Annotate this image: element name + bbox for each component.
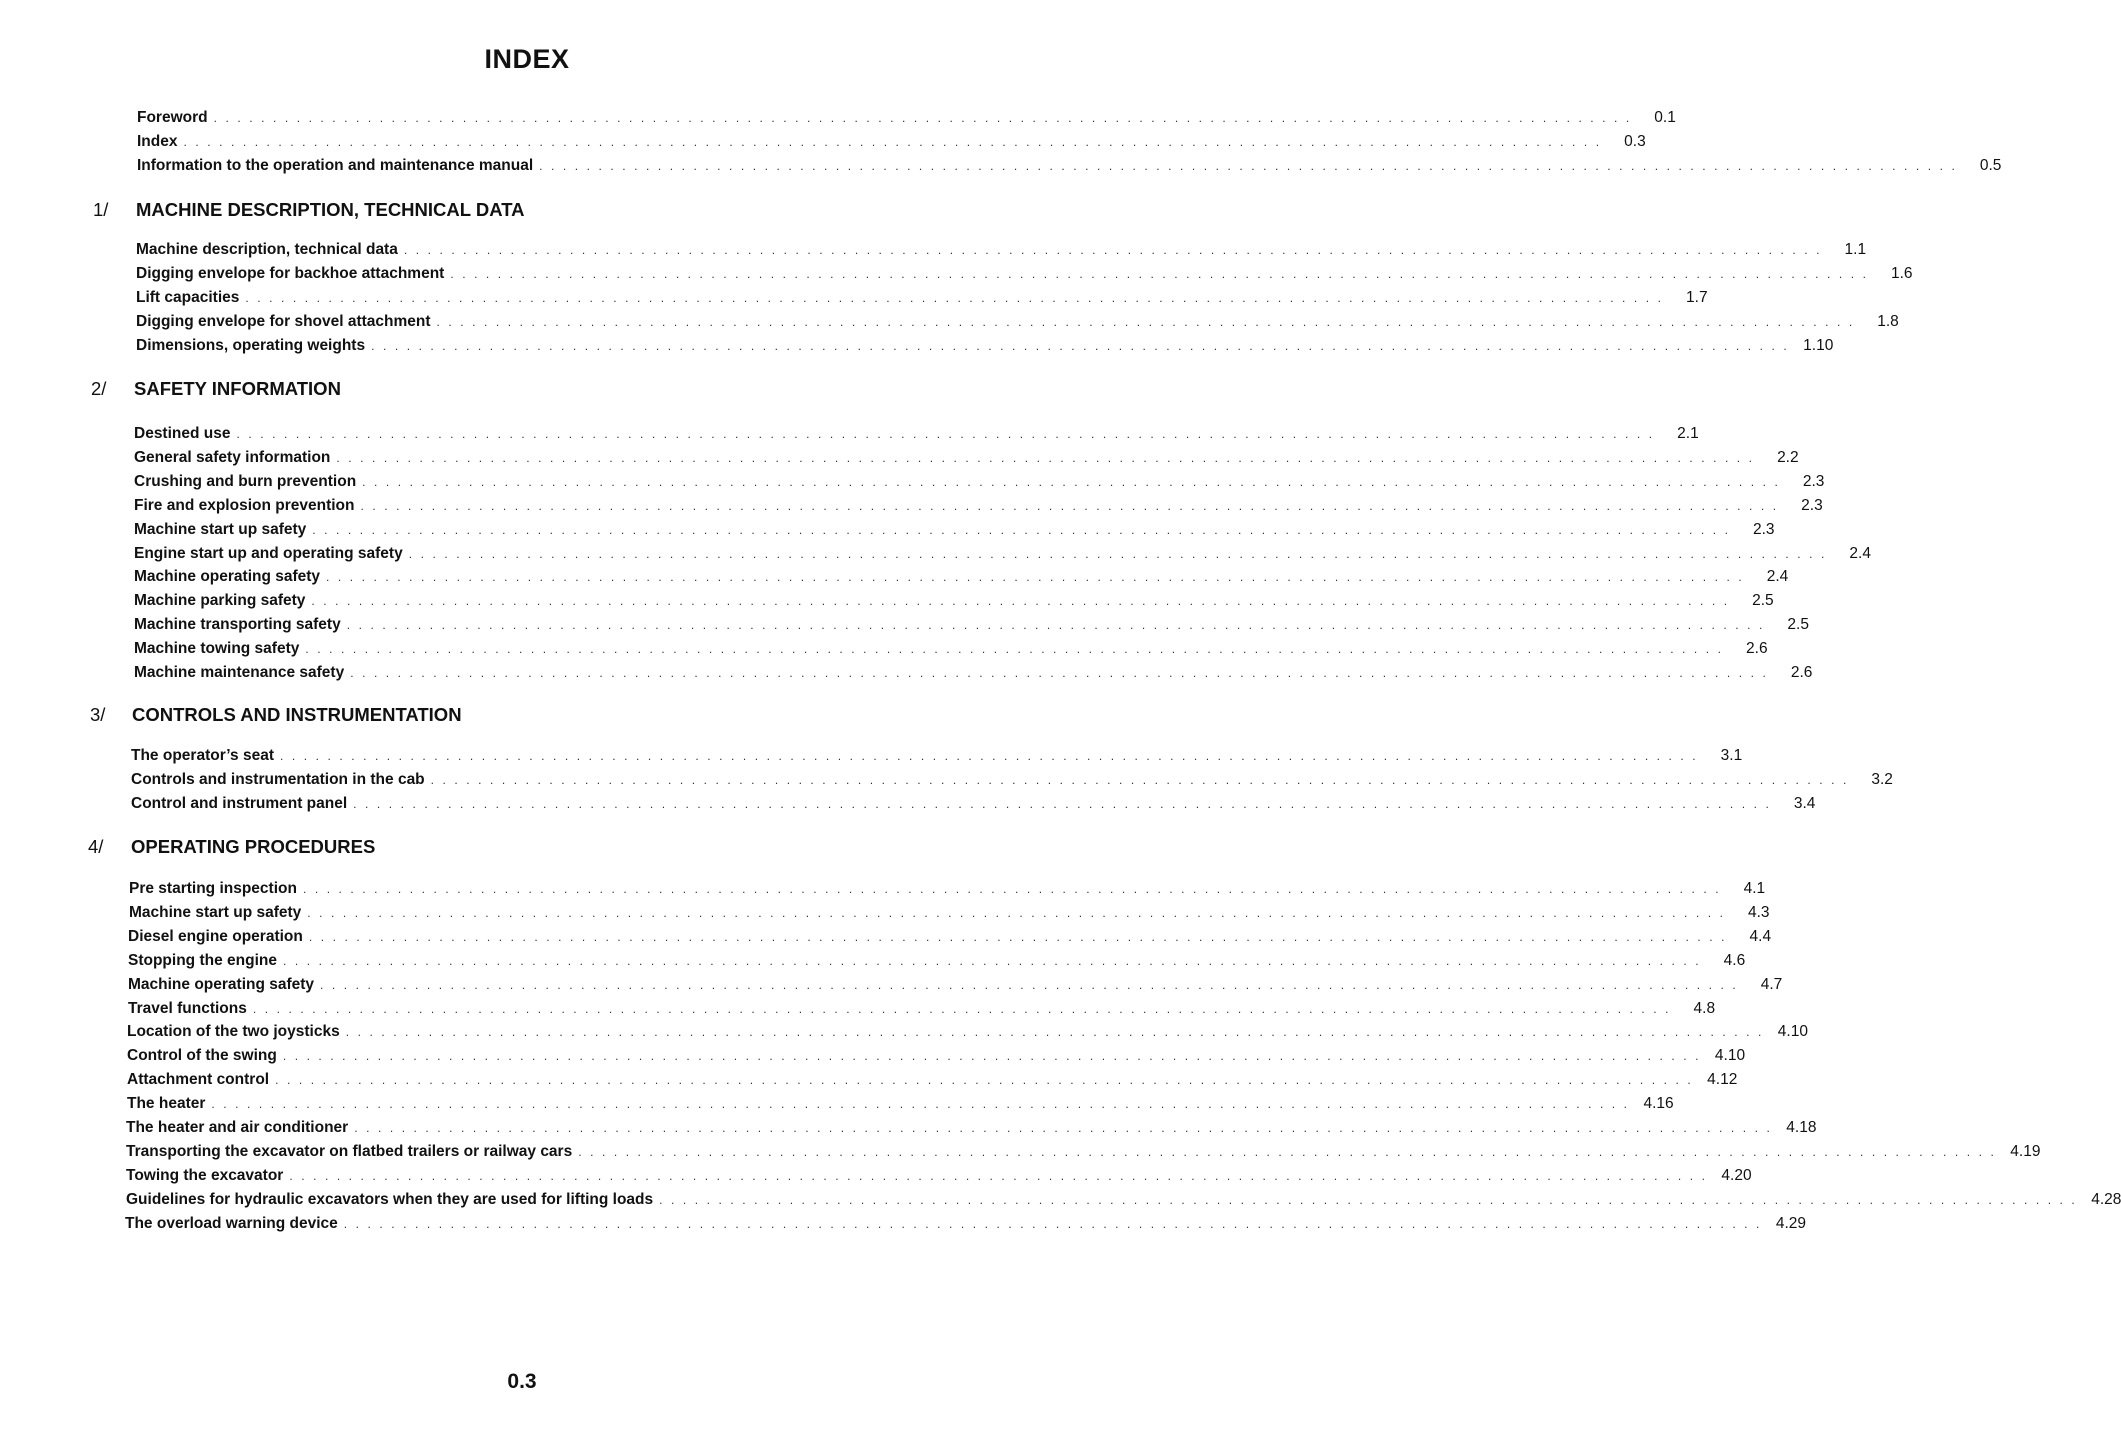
dot-leader: . . . . . . . . . . . . . . . . . . . . . . . . . . . . . . . . . . . . . . . . . . . . . . . . . . . . . . . . . . . . . . . . . . . . . . . . . . . . . . . . . . . . . . . . . . . . . . . . . . . . . . . . . . . . . . . . . . . . . . . . <box>659 1193 2078 1207</box>
toc-entry-page: 1.8 <box>1877 313 1899 330</box>
toc-entry-page: 2.6 <box>1746 640 1768 657</box>
toc-entry-page: 4.16 <box>1643 1095 1674 1112</box>
toc-entry-page: 2.3 <box>1801 497 1823 514</box>
toc-entry-label: Towing the excavator <box>126 1167 284 1184</box>
toc-entry-label: Digging envelope for backhoe attachment <box>136 265 445 282</box>
toc-entry-label: Lift capacities <box>136 289 240 306</box>
toc-entry-page: 3.2 <box>1871 771 1893 788</box>
toc-entry <box>128 1000 1716 1024</box>
toc-entry-page: 4.19 <box>2010 1143 2041 1160</box>
toc-entry-label: Attachment control <box>127 1071 270 1088</box>
toc-entry-label: The heater and air conditioner <box>126 1119 349 1136</box>
toc-entry <box>134 592 1774 616</box>
toc-entry <box>126 1191 2121 1215</box>
toc-entry-page: 4.20 <box>1721 1167 1752 1184</box>
section-number: 4/ <box>88 836 104 857</box>
toc-entry-label: Destined use <box>134 425 231 442</box>
toc-entry-label: Controls and instrumentation in the cab <box>131 771 425 788</box>
toc-entry-page: 2.6 <box>1790 664 1813 681</box>
dot-leader: . . . . . . . . . . . . . . . . . . . . . . . . . . . . . . . . . . . . . . . . . . . . . . . . . . . . . . . . . . . . . . . . . . . . . . . . . . . . . . . . . . . . . . . . . . . . . . . . . . . . . . . . . . . . . . . . . . . . . . . . <box>275 1073 1694 1087</box>
toc-entry <box>126 1143 2041 1167</box>
toc-entry <box>126 1167 1752 1191</box>
toc-entry <box>126 1119 1817 1143</box>
toc-entry-page: 0.1 <box>1654 109 1676 126</box>
toc-entry <box>134 497 1823 521</box>
dot-leader: . . . . . . . . . . . . . . . . . . . . . . . . . . . . . . . . . . . . . . . . . . . . . . . . . . . . . . . . . . . . . . . . . . . . . . . . . . . . . . . . . . . . . . . . . . . . . . . . . . . . . . . . . . . . . . . . . . . . . . . . <box>252 1002 1672 1016</box>
dot-leader: . . . . . . . . . . . . . . . . . . . . . . . . . . . . . . . . . . . . . . . . . . . . . . . . . . . . . . . . . . . . . . . . . . . . . . . . . . . . . . . . . . . . . . . . . . . . . . . . . . . . . . . . . . . . . . . . . . . . . . . . <box>236 427 1655 441</box>
toc-entry-page: 4.1 <box>1743 880 1766 897</box>
toc-entry-label: Machine operating safety <box>128 976 315 993</box>
toc-entry-label: Guidelines for hydraulic excavators when they are used for lifting loads <box>126 1191 654 1208</box>
toc-entry-label: Control and instrument panel <box>131 795 348 812</box>
toc-entry-page: 2.1 <box>1677 425 1699 442</box>
dot-leader: . . . . . . . . . . . . . . . . . . . . . . . . . . . . . . . . . . . . . . . . . . . . . . . . . . . . . . . . . . . . . . . . . . . . . . . . . . . . . . . . . . . . . . . . . . . . . . . . . . . . . . . . . . . . . . . . . . . . . . . . <box>539 159 1958 173</box>
toc-entry-label: Engine start up and operating safety <box>134 545 403 562</box>
toc-entry-label: General safety information <box>134 449 331 466</box>
toc-entry-label: Machine towing safety <box>134 640 300 657</box>
toc-entry-page: 1.7 <box>1686 289 1708 306</box>
dot-leader: . . . . . . . . . . . . . . . . . . . . . . . . . . . . . . . . . . . . . . . . . . . . . . . . . . . . . . . . . . . . . . . . . . . . . . . . . . . . . . . . . . . . . . . . . . . . . . . . . . . . . . . . . . . . . . . . . . . . . . . . <box>302 882 1722 896</box>
toc-entry <box>134 664 1813 688</box>
dot-leader: . . . . . . . . . . . . . . . . . . . . . . . . . . . . . . . . . . . . . . . . . . . . . . . . . . . . . . . . . . . . . . . . . . . . . . . . . . . . . . . . . . . . . . . . . . . . . . . . . . . . . . . . . . . . . . . . . . . . . . . . <box>450 267 1869 281</box>
toc-entry-label: Stopping the engine <box>128 952 277 969</box>
toc-entry-page: 4.6 <box>1723 952 1746 969</box>
section-number: 3/ <box>90 704 106 725</box>
toc-entry-label: Foreword <box>137 109 208 126</box>
toc-entry-label: Machine description, technical data <box>136 241 398 258</box>
toc-entry <box>136 313 1899 337</box>
dot-leader: . . . . . . . . . . . . . . . . . . . . . . . . . . . . . . . . . . . . . . . . . . . . . . . . . . . . . . . . . . . . . . . . . . . . . . . . . . . . . . . . . . . . . . . . . . . . . . . . . . . . . . . . . . . . . . . . . . . . . . . . <box>353 797 1772 811</box>
toc-entry-page: 4.12 <box>1707 1071 1738 1088</box>
toc-entry-page: 4.4 <box>1749 928 1772 945</box>
toc-entry <box>136 337 1834 361</box>
dot-leader: . . . . . . . . . . . . . . . . . . . . . . . . . . . . . . . . . . . . . . . . . . . . . . . . . . . . . . . . . . . . . . . . . . . . . . . . . . . . . . . . . . . . . . . . . . . . . . . . . . . . . . . . . . . . . . . . . . . . . . . . <box>282 954 1702 968</box>
toc-entry <box>134 521 1775 545</box>
dot-leader: . . . . . . . . . . . . . . . . . . . . . . . . . . . . . . . . . . . . . . . . . . . . . . . . . . . . . . . . . . . . . . . . . . . . . . . . . . . . . . . . . . . . . . . . . . . . . . . . . . . . . . . . . . . . . . . . . . . . . . . . <box>336 451 1755 465</box>
toc-entry-page: 2.2 <box>1777 449 1799 466</box>
toc-entry <box>131 795 1816 819</box>
toc-entry <box>134 568 1789 592</box>
toc-entry-page: 1.1 <box>1844 241 1867 258</box>
dot-leader: . . . . . . . . . . . . . . . . . . . . . . . . . . . . . . . . . . . . . . . . . . . . . . . . . . . . . . . . . . . . . . . . . . . . . . . . . . . . . . . . . . . . . . . . . . . . . . . . . . . . . . . . . . . . . . . . . . . . . . . . <box>362 475 1781 489</box>
toc-entry <box>134 616 1809 640</box>
dot-leader: . . . . . . . . . . . . . . . . . . . . . . . . . . . . . . . . . . . . . . . . . . . . . . . . . . . . . . . . . . . . . . . . . . . . . . . . . . . . . . . . . . . . . . . . . . . . . . . . . . . . . . . . . . . . . . . . . . . . . . . . <box>308 930 1728 944</box>
toc-entry <box>127 1095 1674 1119</box>
toc-entry-page: 4.28 <box>2091 1191 2121 1208</box>
section-title: OPERATING PROCEDURES <box>131 836 376 857</box>
toc-entry-label: Control of the swing <box>127 1047 277 1064</box>
section-title: MACHINE DESCRIPTION, TECHNICAL DATA <box>136 199 525 220</box>
toc-entry-label: Machine parking safety <box>134 592 306 609</box>
dot-leader: . . . . . . . . . . . . . . . . . . . . . . . . . . . . . . . . . . . . . . . . . . . . . . . . . . . . . . . . . . . . . . . . . . . . . . . . . . . . . . . . . . . . . . . . . . . . . . . . . . . . . . . . . . . . . . . . . . . . . . . . <box>311 594 1730 608</box>
toc-entry <box>129 904 1770 928</box>
toc-entry-page: 4.10 <box>1777 1023 1808 1040</box>
dot-leader: . . . . . . . . . . . . . . . . . . . . . . . . . . . . . . . . . . . . . . . . . . . . . . . . . . . . . . . . . . . . . . . . . . . . . . . . . . . . . . . . . . . . . . . . . . . . . . . . . . . . . . . . . . . . . . . . . . . . . . . . <box>578 1145 1997 1159</box>
toc-entry-label: Transporting the excavator on flatbed trailers or railway cars <box>126 1143 573 1160</box>
dot-leader: . . . . . . . . . . . . . . . . . . . . . . . . . . . . . . . . . . . . . . . . . . . . . . . . . . . . . . . . . . . . . . . . . . . . . . . . . . . . . . . . . . . . . . . . . . . . . . . . . . . . . . . . . . . . . . . . . . . . . . . . <box>282 1049 1702 1063</box>
toc-entry-page: 2.4 <box>1766 568 1789 585</box>
toc-entry-page: 4.3 <box>1747 904 1770 921</box>
toc-entry-page: 1.6 <box>1891 265 1913 282</box>
toc-entry-label: Pre starting inspection <box>129 880 297 897</box>
toc-entry <box>128 928 1772 952</box>
dot-leader: . . . . . . . . . . . . . . . . . . . . . . . . . . . . . . . . . . . . . . . . . . . . . . . . . . . . . . . . . . . . . . . . . . . . . . . . . . . . . . . . . . . . . . . . . . . . . . . . . . . . . . . . . . . . . . . . . . . . . . . . <box>408 547 1827 561</box>
toc-entry-page: 4.18 <box>1786 1119 1817 1136</box>
page-title: INDEX <box>484 44 570 74</box>
dot-leader: . . . . . . . . . . . . . . . . . . . . . . . . . . . . . . . . . . . . . . . . . . . . . . . . . . . . . . . . . . . . . . . . . . . . . . . . . . . . . . . . . . . . . . . . . . . . . . . . . . . . . . . . . . . . . . . . . . . . . . . . <box>280 749 1699 763</box>
toc-entry-page: 3.4 <box>1793 795 1816 812</box>
toc-entry <box>134 545 1871 569</box>
toc-entry-label: Travel functions <box>128 1000 247 1017</box>
toc-entry-label: Machine transporting safety <box>134 616 341 633</box>
toc-entry-page: 4.29 <box>1775 1215 1806 1232</box>
toc-entry <box>131 771 1893 795</box>
toc-entry <box>136 289 1708 313</box>
toc-entry <box>134 473 1825 497</box>
dot-leader: . . . . . . . . . . . . . . . . . . . . . . . . . . . . . . . . . . . . . . . . . . . . . . . . . . . . . . . . . . . . . . . . . . . . . . . . . . . . . . . . . . . . . . . . . . . . . . . . . . . . . . . . . . . . . . . . . . . . . . . . <box>320 978 1739 992</box>
toc-entry-page: 0.5 <box>1979 157 2002 174</box>
dot-leader: . . . . . . . . . . . . . . . . . . . . . . . . . . . . . . . . . . . . . . . . . . . . . . . . . . . . . . . . . . . . . . . . . . . . . . . . . . . . . . . . . . . . . . . . . . . . . . . . . . . . . . . . . . . . . . . . . . . . . . . . <box>371 339 1790 353</box>
toc-entry <box>127 1047 1746 1071</box>
dot-leader: . . . . . . . . . . . . . . . . . . . . . . . . . . . . . . . . . . . . . . . . . . . . . . . . . . . . . . . . . . . . . . . . . . . . . . . . . . . . . . . . . . . . . . . . . . . . . . . . . . . . . . . . . . . . . . . . . . . . . . . . <box>183 135 1602 149</box>
dot-leader: . . . . . . . . . . . . . . . . . . . . . . . . . . . . . . . . . . . . . . . . . . . . . . . . . . . . . . . . . . . . . . . . . . . . . . . . . . . . . . . . . . . . . . . . . . . . . . . . . . . . . . . . . . . . . . . . . . . . . . . . <box>245 291 1664 305</box>
toc-entry-page: 3.1 <box>1720 747 1743 764</box>
toc-entry <box>129 880 1766 904</box>
toc-entry-label: Location of the two joysticks <box>127 1023 340 1040</box>
toc-entry-page: 1.10 <box>1803 337 1834 354</box>
toc-entry-label: Machine start up safety <box>134 521 307 538</box>
dot-leader: . . . . . . . . . . . . . . . . . . . . . . . . . . . . . . . . . . . . . . . . . . . . . . . . . . . . . . . . . . . . . . . . . . . . . . . . . . . . . . . . . . . . . . . . . . . . . . . . . . . . . . . . . . . . . . . . . . . . . . . . <box>403 243 1823 257</box>
dot-leader: . . . . . . . . . . . . . . . . . . . . . . . . . . . . . . . . . . . . . . . . . . . . . . . . . . . . . . . . . . . . . . . . . . . . . . . . . . . . . . . . . . . . . . . . . . . . . . . . . . . . . . . . . . . . . . . . . . . . . . . . <box>326 570 1745 584</box>
dot-leader: . . . . . . . . . . . . . . . . . . . . . . . . . . . . . . . . . . . . . . . . . . . . . . . . . . . . . . . . . . . . . . . . . . . . . . . . . . . . . . . . . . . . . . . . . . . . . . . . . . . . . . . . . . . . . . . . . . . . . . . . <box>354 1121 1773 1135</box>
dot-leader: . . . . . . . . . . . . . . . . . . . . . . . . . . . . . . . . . . . . . . . . . . . . . . . . . . . . . . . . . . . . . . . . . . . . . . . . . . . . . . . . . . . . . . . . . . . . . . . . . . . . . . . . . . . . . . . . . . . . . . . . <box>430 773 1849 787</box>
toc-entry-page: 2.5 <box>1787 616 1809 633</box>
toc-entry-label: Machine operating safety <box>134 568 321 585</box>
toc-entry-label: Diesel engine operation <box>128 928 303 945</box>
toc-entry <box>134 640 1768 664</box>
toc-entry <box>128 976 1783 1000</box>
toc-entry-label: Machine maintenance safety <box>134 664 345 681</box>
page-number: 0.3 <box>507 1370 537 1393</box>
section-title: CONTROLS AND INSTRUMENTATION <box>132 704 462 725</box>
toc-entry-label: Digging envelope for shovel attachment <box>136 313 431 330</box>
section-number: 1/ <box>93 199 109 220</box>
toc-entry <box>127 1023 1808 1047</box>
dot-leader: . . . . . . . . . . . . . . . . . . . . . . . . . . . . . . . . . . . . . . . . . . . . . . . . . . . . . . . . . . . . . . . . . . . . . . . . . . . . . . . . . . . . . . . . . . . . . . . . . . . . . . . . . . . . . . . . . . . . . . . . <box>436 315 1855 329</box>
section-number: 2/ <box>91 378 107 399</box>
toc-entry-label: Machine start up safety <box>129 904 302 921</box>
toc-entry <box>136 241 1867 265</box>
dot-leader: . . . . . . . . . . . . . . . . . . . . . . . . . . . . . . . . . . . . . . . . . . . . . . . . . . . . . . . . . . . . . . . . . . . . . . . . . . . . . . . . . . . . . . . . . . . . . . . . . . . . . . . . . . . . . . . . . . . . . . . . <box>307 906 1726 920</box>
toc-entry-page: 2.5 <box>1752 592 1774 609</box>
toc-entry <box>131 747 1743 771</box>
toc-entry <box>134 425 1699 449</box>
dot-leader: . . . . . . . . . . . . . . . . . . . . . . . . . . . . . . . . . . . . . . . . . . . . . . . . . . . . . . . . . . . . . . . . . . . . . . . . . . . . . . . . . . . . . . . . . . . . . . . . . . . . . . . . . . . . . . . . . . . . . . . . <box>350 666 1769 680</box>
dot-leader: . . . . . . . . . . . . . . . . . . . . . . . . . . . . . . . . . . . . . . . . . . . . . . . . . . . . . . . . . . . . . . . . . . . . . . . . . . . . . . . . . . . . . . . . . . . . . . . . . . . . . . . . . . . . . . . . . . . . . . . . <box>213 111 1632 125</box>
toc-entry <box>128 952 1746 976</box>
toc-entry-page: 0.3 <box>1624 133 1646 150</box>
toc-entry-label: Dimensions, operating weights <box>136 337 366 354</box>
toc-entry-page: 2.4 <box>1849 545 1871 562</box>
dot-leader: . . . . . . . . . . . . . . . . . . . . . . . . . . . . . . . . . . . . . . . . . . . . . . . . . . . . . . . . . . . . . . . . . . . . . . . . . . . . . . . . . . . . . . . . . . . . . . . . . . . . . . . . . . . . . . . . . . . . . . . . <box>360 499 1779 513</box>
toc-entry-label: Crushing and burn prevention <box>134 473 357 490</box>
toc-entry-label: Fire and explosion prevention <box>134 497 355 514</box>
toc-entry-label: Information to the operation and maintenance manual <box>137 157 534 174</box>
dot-leader: . . . . . . . . . . . . . . . . . . . . . . . . . . . . . . . . . . . . . . . . . . . . . . . . . . . . . . . . . . . . . . . . . . . . . . . . . . . . . . . . . . . . . . . . . . . . . . . . . . . . . . . . . . . . . . . . . . . . . . . . <box>343 1217 1762 1231</box>
dot-leader: . . . . . . . . . . . . . . . . . . . . . . . . . . . . . . . . . . . . . . . . . . . . . . . . . . . . . . . . . . . . . . . . . . . . . . . . . . . . . . . . . . . . . . . . . . . . . . . . . . . . . . . . . . . . . . . . . . . . . . . . <box>345 1025 1764 1039</box>
dot-leader: . . . . . . . . . . . . . . . . . . . . . . . . . . . . . . . . . . . . . . . . . . . . . . . . . . . . . . . . . . . . . . . . . . . . . . . . . . . . . . . . . . . . . . . . . . . . . . . . . . . . . . . . . . . . . . . . . . . . . . . . <box>305 642 1724 656</box>
dot-leader: . . . . . . . . . . . . . . . . . . . . . . . . . . . . . . . . . . . . . . . . . . . . . . . . . . . . . . . . . . . . . . . . . . . . . . . . . . . . . . . . . . . . . . . . . . . . . . . . . . . . . . . . . . . . . . . . . . . . . . . . <box>312 523 1731 537</box>
toc-entry <box>137 133 1646 157</box>
toc-entry <box>134 449 1799 473</box>
toc-entry-page: 4.7 <box>1760 976 1783 993</box>
toc-entry-page: 2.3 <box>1802 473 1825 490</box>
toc-entry-label: Index <box>137 133 178 150</box>
toc-entry <box>125 1215 1806 1239</box>
toc-entry-page: 4.10 <box>1714 1047 1746 1064</box>
toc-entry-page: 2.3 <box>1752 521 1775 538</box>
dot-leader: . . . . . . . . . . . . . . . . . . . . . . . . . . . . . . . . . . . . . . . . . . . . . . . . . . . . . . . . . . . . . . . . . . . . . . . . . . . . . . . . . . . . . . . . . . . . . . . . . . . . . . . . . . . . . . . . . . . . . . . . <box>346 618 1765 632</box>
toc-entry-label: The operator’s seat <box>131 747 274 764</box>
toc-entry-label: The overload warning device <box>125 1215 338 1232</box>
toc-entry <box>136 265 1913 289</box>
dot-leader: . . . . . . . . . . . . . . . . . . . . . . . . . . . . . . . . . . . . . . . . . . . . . . . . . . . . . . . . . . . . . . . . . . . . . . . . . . . . . . . . . . . . . . . . . . . . . . . . . . . . . . . . . . . . . . . . . . . . . . . . <box>211 1097 1630 1111</box>
section-title: SAFETY INFORMATION <box>134 378 341 399</box>
toc-entry <box>137 109 1676 133</box>
toc-entry-page: 4.8 <box>1693 1000 1716 1017</box>
toc-entry <box>127 1071 1738 1095</box>
toc-entry-label: The heater <box>127 1095 206 1112</box>
dot-leader: . . . . . . . . . . . . . . . . . . . . . . . . . . . . . . . . . . . . . . . . . . . . . . . . . . . . . . . . . . . . . . . . . . . . . . . . . . . . . . . . . . . . . . . . . . . . . . . . . . . . . . . . . . . . . . . . . . . . . . . . <box>289 1169 1708 1183</box>
toc-entry <box>137 157 2002 181</box>
